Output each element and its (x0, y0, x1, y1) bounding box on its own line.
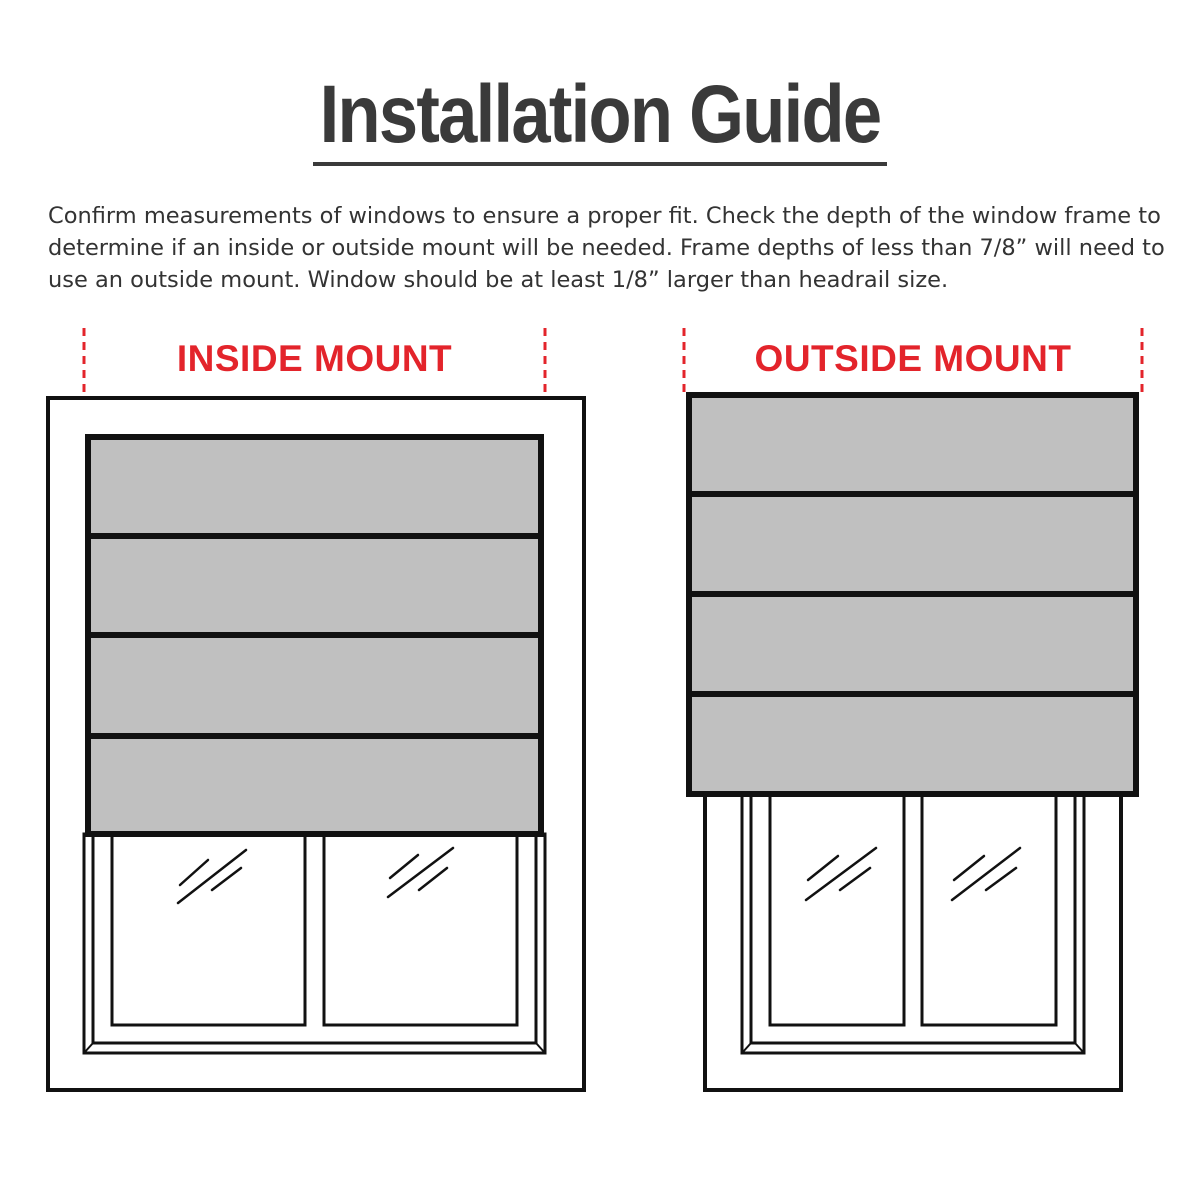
outside-shade-panel (689, 395, 1136, 494)
inside-shade-panel (88, 536, 541, 635)
description-line: Confirm measurements of windows to ensure a proper fit. Check the depth of the window frame to (48, 203, 1161, 229)
page-title: Installation Guide (319, 69, 881, 160)
inside-window-pane-left (112, 834, 305, 1025)
inside-window-pane-right (324, 834, 517, 1025)
inside-mount-diagram (48, 328, 584, 1090)
outside-shade-panel (689, 694, 1136, 794)
description-line: use an outside mount. Window should be at least 1/8” larger than headrail size. (48, 267, 949, 293)
inside-mount-label: INSIDE MOUNT (176, 338, 453, 379)
outside-window-pane-left (770, 794, 904, 1025)
outside-mount-label: OUTSIDE MOUNT (754, 338, 1072, 379)
outside-mount-diagram (684, 328, 1142, 1090)
outside-window-pane-right (922, 794, 1056, 1025)
inside-shade-panel (88, 437, 541, 536)
inside-shade-panel (88, 736, 541, 834)
inside-shade-panel (88, 635, 541, 736)
description-line: determine if an inside or outside mount will be needed. Frame depths of less than 7/8” will need to (48, 235, 1165, 261)
outside-shade-panel (689, 594, 1136, 694)
outside-shade-panel (689, 494, 1136, 594)
